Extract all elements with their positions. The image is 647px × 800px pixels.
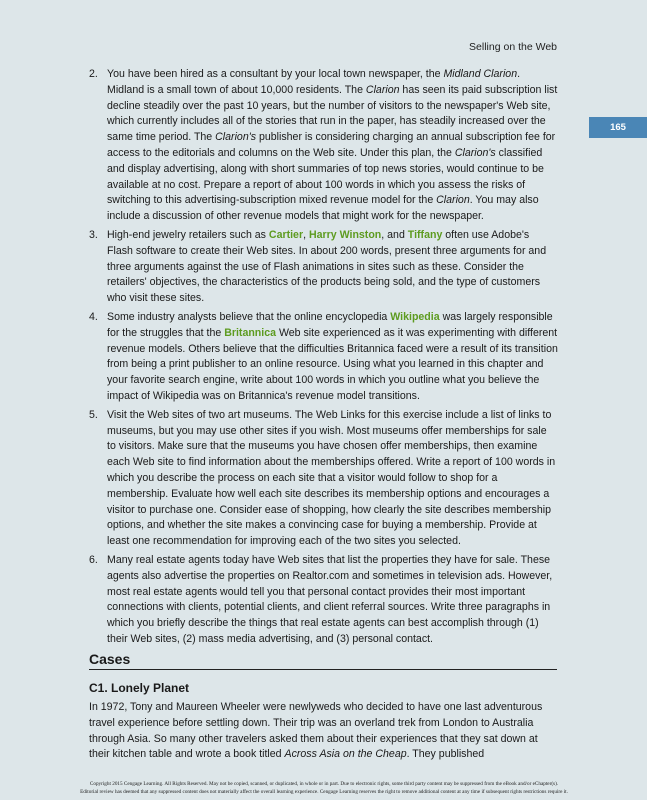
exercise-item [89, 67, 558, 225]
text-run: has seen its paid subscription list decline steadily over the past 10 years, but the number of visitors to the newspaper's Web site, which currently includes all of the stories that run in the paper, has steadily increased over the same time period. The [107, 83, 558, 144]
text-run: publisher is considering charging an annual subscription fee for access to the editorials and columns on the Web site. Under this plan, the [107, 131, 556, 159]
text-run: , and [381, 228, 408, 241]
text-run: Web site experienced as it was experimenting with different revenue models. Others believe that the difficulties Britannica faced were a result of its transition from being a print publisher to an online resource. Using what you learned in this chapter and your favorite search engine, write about 100 words in which you outline what you believe the impact of Wikipedia was on Britannica's revenue model transitions. [107, 326, 558, 402]
exercise-item [89, 310, 558, 405]
text-run: . They published [406, 748, 485, 761]
exercise-number: 6. [89, 553, 98, 566]
italic-title: Clarion [436, 194, 470, 207]
web-link[interactable]: Tiffany [407, 228, 443, 241]
cases-heading: Cases [89, 651, 557, 670]
exercise-item [89, 553, 558, 648]
text-run: classified and display advertising, along with short summaries of top news stories, would continue to be available at no cost. Prepare a report of about 100 words in which you assess the risks of switching to this advertising-subscription mixed revenue model for the [107, 146, 544, 207]
exercise-number: 2. [89, 68, 98, 80]
case-body [89, 700, 559, 763]
text-run: Some industry analysts believe that the online encyclopedia [107, 310, 391, 323]
italic-title: Clarion [365, 83, 400, 96]
running-head: Selling on the Web [469, 41, 557, 53]
web-link[interactable]: Harry Winston [308, 228, 382, 241]
italic-title: Across Asia on the Cheap [284, 748, 407, 761]
exercise-number: 5. [89, 408, 98, 421]
text-run: In 1972, Tony and Maureen Wheeler were newlyweds who decided to have one last adventurous travel experience before settling down. Their trip was an overland trek from London to Australia through Asia. So many other travelers asked them about their experiences that they sat down at their kitchen table and wrote a book titled [89, 701, 543, 761]
italic-title: Midland Clarion [443, 68, 518, 80]
copyright-footer [14, 780, 634, 796]
case-title: C1. Lonely Planet [89, 681, 190, 695]
web-link[interactable]: Britannica [224, 326, 277, 339]
page-number-tab: 165 [589, 117, 647, 138]
exercise-item [89, 408, 558, 550]
text-run: often use Adobe's Flash software to create their Web sites. In about 200 words, present three arguments for and three arguments against the use of Flash animations in sites such as these. Consider the retailers' objectives, the characteristics of the products being sold, and the type of customers who visit these sites. [107, 228, 547, 305]
italic-title: Clarion's [454, 146, 496, 159]
exercise-list [89, 67, 558, 651]
text-run: Many real estate agents today have Web sites that list the properties they have for sale. These agents also advertise the properties on Realtor.com and sometimes in television ads. However, most real estate agents would tell you that personal contact provides their most important connections with clients, potential clients, and client referral sources. Write three paragraphs in which you briefly describe the things that real estate agents can best accomplish through (1) their Web sites, (2) mass media advertising, and (3) personal contact. [107, 553, 553, 645]
web-link[interactable]: Cartier [268, 228, 304, 241]
footer-line-1: Copyright 2015 Cengage Learning. All Rights Reserved. May not be copied, scanned, or duplicated, in whole or in part. Due to electronic rights, some third party content may be suppressed from the eBook and/or eChapter(s). [89, 781, 559, 787]
text-run: You have been hired as a consultant by your local town newspaper, the [107, 68, 444, 80]
exercise-number: 3. [89, 228, 98, 241]
exercise-item [89, 228, 558, 307]
footer-line-2: Editorial review has deemed that any suppressed content does not materially affect the overall learning experience. Cengage Learning reserves the right to remove additional content at any time if subsequent rights restrictions require it. [80, 789, 568, 795]
text-run: . You may also include a discussion of other revenue models that might work for the newspaper. [107, 194, 539, 223]
text-run: High-end jewelry retailers such as [107, 228, 269, 241]
italic-title: Clarion's [215, 131, 257, 144]
web-link[interactable]: Wikipedia [390, 310, 440, 323]
text-run: Visit the Web sites of two art museums. The Web Links for this exercise include a list of links to museums, but you may use other sites if you wish. Most museums offer memberships for sale to visitors. Make sure that the museums you have chosen offer memberships, then examine each Web site to find information about the memberships offered. Write a report of 100 words in which you describe the process on each site that a visitor would follow to shop for a membership. Evaluate how well each site describes its membership options and encourages a visitor to purchase one. Consider ease of shopping, how clearly the site describes membership options, and whether the site makes a convincing case for buying a membership. Provide at least one recommendation for improving each of the two sites you selected. [107, 408, 556, 548]
exercise-number: 4. [89, 310, 98, 323]
text-run: was largely responsible for the struggles that the [107, 310, 553, 339]
text-run: , [303, 228, 309, 241]
text-run: . Midland is a small town of about 10,000 residents. The [107, 68, 521, 96]
